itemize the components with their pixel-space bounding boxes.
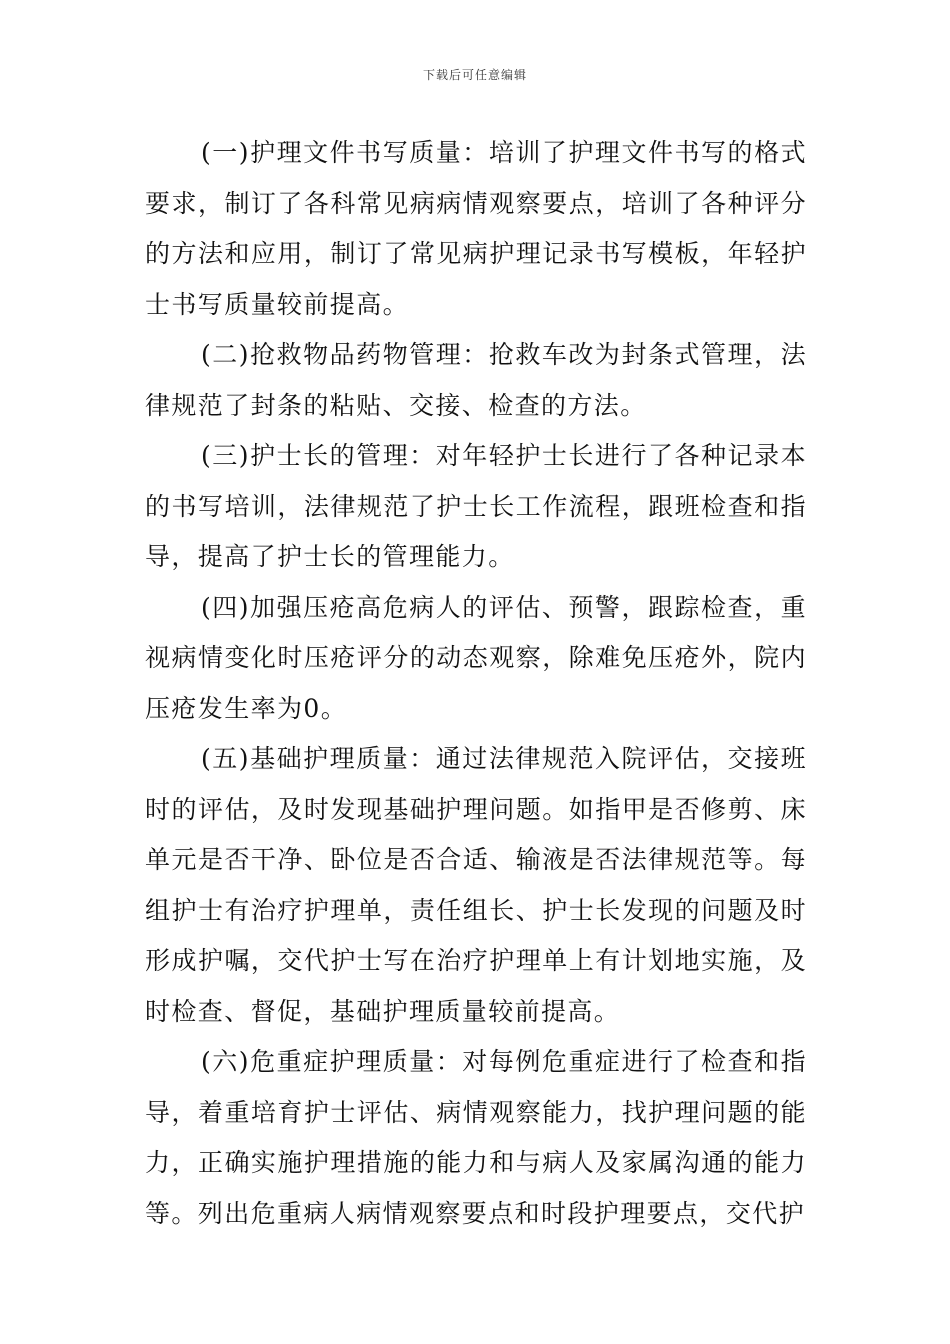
download-note: 下载后可任意编辑 <box>422 68 527 82</box>
document-body <box>145 128 807 1239</box>
paragraph-critical-care: (六)危重症护理质量：对每例危重症进行了检查和指导，着重培育护士评估、病情观察能力，找护理问题的能力，正确实施护理措施的能力和与病人及家属沟通的能力等。列出危重病人病情观察要点和时段护理要点，交代护 <box>145 1047 807 1228</box>
paragraph-basic-nursing: (五)基础护理质量：通过法律规范入院评估，交接班时的评估，及时发现基础护理问题。如指甲是否修剪、床单元是否干净、卧位是否合适、输液是否法律规范等。每组护士有治疗护理单，责任组长、护士长发现的问题及时形成护嘱，交代护士写在治疗护理单上有计划地实施，及时检查、督促，基础护理质量较前提高。 <box>145 744 807 1026</box>
paragraph-nursing-documents: (一)护理文件书写质量：培训了护理文件书写的格式要求，制订了各科常见病病情观察要点，培训了各种评分的方法和应用，制订了常见病护理记录书写模板，年轻护士书写质量较前提高。 <box>145 138 807 319</box>
paragraph-pressure-ulcer: (四)加强压疮高危病人的评估、预警，跟踪检查，重视病情变化时压疮评分的动态观察，除难免压疮外，院内压疮发生率为0。 <box>145 592 807 723</box>
paragraph-rescue-supplies: (二)抢救物品药物管理：抢救车改为封条式管理，法律规范了封条的粘贴、交接、检查的方法。 <box>145 340 807 420</box>
paragraph-head-nurse-management: (三)护士长的管理：对年轻护士长进行了各种记录本的书写培训，法律规范了护士长工作流程，跟班检查和指导，提高了护士长的管理能力。 <box>145 441 807 571</box>
